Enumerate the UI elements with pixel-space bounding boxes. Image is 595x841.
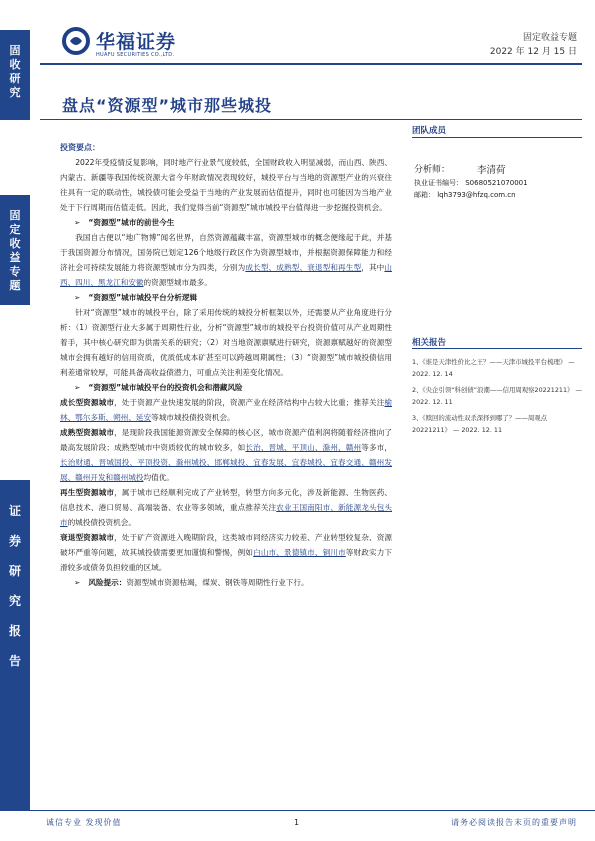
header-divider xyxy=(40,63,582,65)
related-divider xyxy=(412,348,582,349)
report-category: 固定收益专题 xyxy=(522,33,577,43)
related-item[interactable]: 2、《央企引领“科创债”浪潮——信用周观察20221211》 — 2022. 12. 11 xyxy=(412,386,582,406)
intro-paragraph: 2022年受疫情反复影响，同时地产行业景气度较低，全国财政收入明显减弱，而山西、陕西、内蒙古、新疆等我国传统资源大省今年财政情况表现较好，城投平台与当地的资源型产业的兴衰往往具有一定的联动性，城投债可能会受益于当地的产业发展而估值提升，同时也可能因为当地产业处于下行周期而估值走低。因此，我们觉得当前“资源型”城市城投平台值得进一步挖掘投资机会。 xyxy=(60,158,392,212)
logo-subtext: HUAFU SECURITIES CO.,LTD. xyxy=(96,52,175,58)
section-2-paragraph: 针对“资源型”城市的城投平台，除了采用传统的城投分析框架以外，还需要从产业角度进行分析：（1）资源型行业大多属于周期性行业，分析“资源型”城市的城投平台投资价值可从产业周期性着手，其中核心研究即为供需关系的研究；（2）对当地资源禀赋进行研究，资源禀赋越好的资源型城市会拥有越好的信用资质，优质低成本矿甚至可以跨越周期属性；（3）“资源型”城市城投债信用利差通常较厚，可能具备高收益债潜力，可重点关注利差变化情况。 xyxy=(60,308,392,377)
title-divider xyxy=(40,119,582,120)
analyst-name: 李清荷 xyxy=(477,165,506,176)
team-divider xyxy=(412,137,582,138)
main-content xyxy=(60,140,392,590)
section-heading-2: ➢ “资源型”城市城投平台分析逻辑 xyxy=(74,293,198,302)
footer-slogan: 诚信专业 发现价值 xyxy=(46,818,122,827)
sidebar-label-top: 固 收 研 究 xyxy=(9,44,21,99)
team-title: 团队成员 xyxy=(412,126,447,136)
arrow-bullet-icon: ➢ xyxy=(74,293,81,302)
sidebar-band-top xyxy=(0,30,30,120)
arrow-bullet-icon: ➢ xyxy=(74,383,81,392)
related-item[interactable]: 3、《赎回的流动性双杀深择到哪了？——周观点 20221211》 — 2022. 12. 11 xyxy=(412,414,548,434)
arrow-bullet-icon: ➢ xyxy=(74,578,81,587)
report-date: 2022 年 12 月 15 日 xyxy=(489,47,577,57)
footer-disclaimer: 请务必阅读报告末页的重要声明 xyxy=(451,818,577,827)
logo-text: 华福证券 xyxy=(96,31,177,53)
analyst-email[interactable]: 邮箱： lqh3793@hfzq.com.cn xyxy=(414,191,516,199)
footer-divider xyxy=(0,810,595,811)
report-title: 盘点“资源型”城市那些城投 xyxy=(62,96,273,115)
arrow-bullet-icon: ➢ xyxy=(74,218,81,227)
page-number: 1 xyxy=(294,818,300,827)
related-list xyxy=(412,356,587,440)
sidebar-band-bottom xyxy=(0,480,30,810)
declining-city-paragraph: 衰退型资源城市，处于矿产资源进入晚期阶段，这类城市同经济实力较差、产业转型较复杂、资源破坏严重等问题，故其城投债需要更加谨慎和警惕，例如白山市、景德镇市、铜川市等财政实力下滑较多或债务负担较重的区域。 xyxy=(60,533,393,572)
growth-city-paragraph: 成长型资源城市，处于资源产业快速发展的阶段，资源产业在经济结构中占较大比重；推荐关注榆林、鄂尔多斯、朔州、延安等城市城投债投资机会。 xyxy=(60,398,393,422)
section-heading-3: ➢ “资源型”城市城投平台的投资机会和潜藏风险 xyxy=(74,383,243,392)
risk-warning: ➢ 风险提示：资源型城市资源枯竭，煤炭、钢铁等周期性行业下行。 xyxy=(74,578,309,587)
related-title: 相关报告 xyxy=(412,338,447,348)
logo-icon xyxy=(62,27,90,55)
regenerative-city-paragraph: 再生型资源城市，属于城市已经顺利完成了产业转型，转型方向多元化，涉及新能源、生物医药、信息技术、港口贸易、高端装备、农业等多领域，重点推荐关注农业王国南阳市、新能源龙头包头市的城投债投资机会。 xyxy=(60,488,393,527)
analyst-cert: 执业证书编号： S0680521070001 xyxy=(414,179,528,187)
section-1-paragraph: 我国自古便以“地广物博”闻名世界，自然资源蕴藏丰富，资源型城市的概念便缘起于此，并基于我国资源分布情况，国务院已划定126个地级行政区作为资源型城市，并根据资源保障能力和经济社会可持续发展能力将资源型城市分为四类，分别为成长型、成熟型、衰退型和再生型，其中山西、四川、黑龙江和安徽的资源型城市最多。 xyxy=(60,233,392,287)
mature-city-paragraph: 成熟型资源城市，是现阶段我国能源资源安全保障的核心区，城市资源产值利润将随着经济推向了最高发展阶段；成熟型城市中资质较优的城市较多，如长治、晋城、平顶山、滁州、赣州等多市，长治财通、晋城国投、平顶投资、滁州城投、邯郸城投、宜春发展、宜春城投、宜春交通、赣州发展、赣州开发和赣州城投均值优。 xyxy=(60,428,393,482)
sidebar-band-mid xyxy=(0,195,30,305)
points-heading: 投资要点： xyxy=(60,143,100,152)
sidebar-label-mid: 固 定 收 益 专 题 xyxy=(9,209,21,292)
section-heading-1: ➢ “资源型”城市的前世今生 xyxy=(74,218,175,227)
sidebar-label-bottom: 证 券 研 究 报 告 xyxy=(8,504,21,668)
related-item[interactable]: 1、《谁是天津性价比之王？——天津市城投平台梳理》 — 2022. 12. 14 xyxy=(412,358,575,378)
analyst-label: 分析师： xyxy=(414,165,451,175)
